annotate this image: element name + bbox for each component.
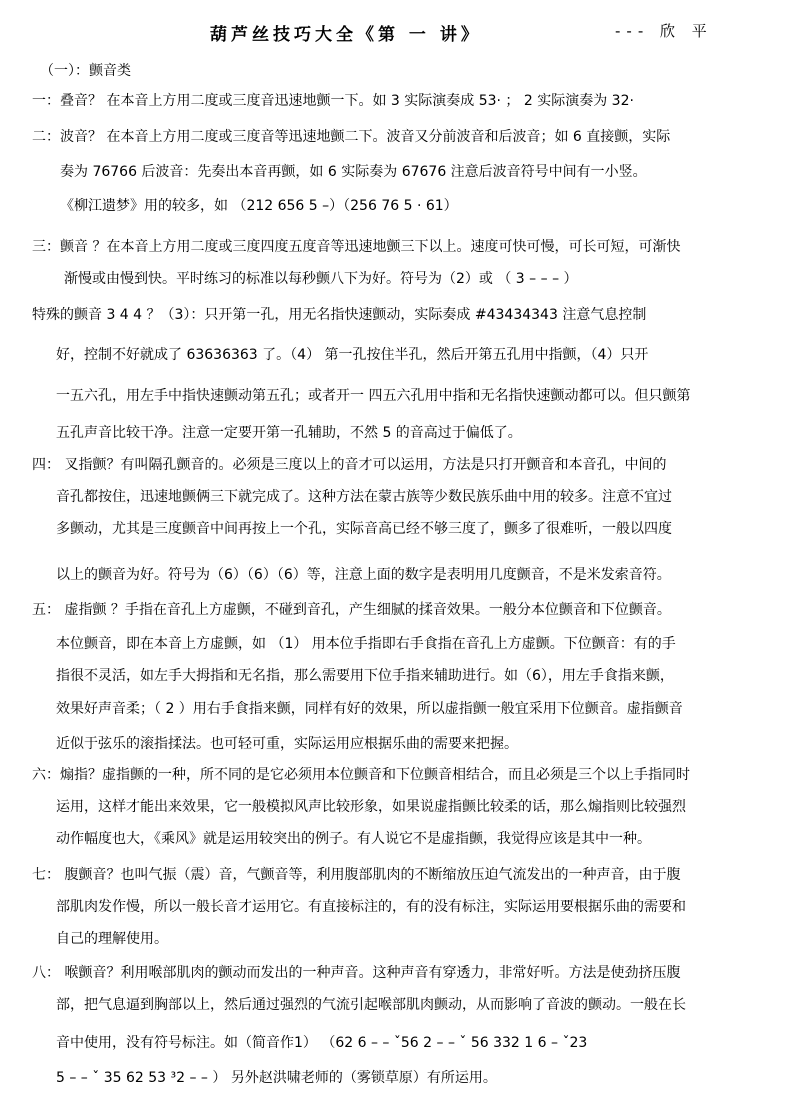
body-line: 奏为 76766 后波音：先奏出本音再颤，如 6 实际奏为 67676 注意后波音符号中间有一小竖。: [60, 164, 647, 180]
body-line: 好，控制不好就成了 63636363 了。（4） 第一孔按住半孔，然后开第五孔用中指颤，（4）只开: [56, 347, 649, 363]
body-line: 以上的颤音为好。符号为（6）（6）（6）等，注意上面的数字是表明用几度颤音，不是米发索音符。: [56, 567, 671, 583]
body-line: 音中使用，没有符号标注。如（简音作1） （62 6 – – ˇ56 2 – – ˇ 56 332 1 6 – ˇ23: [56, 1035, 588, 1051]
body-line: 一五六孔，用左手中指快速颤动第五孔；或者开一 四五六孔用中指和无名指快速颤动都可以。但只颤第: [56, 388, 691, 404]
section-heading: （一）：颤音类: [40, 63, 131, 79]
body-line: 自己的理解使用。: [56, 931, 168, 947]
body-line: 渐慢或由慢到快。平时练习的标准以每秒颤八下为好。符号为（2）或 （ 3 – – – ）: [64, 271, 578, 287]
title-row: [0, 20, 792, 46]
body-line: 近似于弦乐的滚指揉法。也可轻可重，实际运用应根据乐曲的需要来把握。: [56, 736, 518, 752]
body-line: 5 – – ˇ 35 62 53 ³2 – – ） 另外赵洪啸老师的（雾锁草原）有所运用。: [56, 1070, 497, 1086]
body-line: 一：叠音？ 在本音上方用二度或三度音迅速地颤一下。如 3 实际演奏成 53· ； 2 实际演奏为 32·: [32, 93, 634, 109]
body-line: 八： 喉颤音？利用喉部肌肉的颤动而发出的一种声音。这种声音有穿透力，非常好听。方法是使劲挤压腹: [32, 965, 681, 981]
author: --- 欣 平: [615, 22, 713, 40]
body-line: 五孔声音比较干净。注意一定要开第一孔辅助，不然 5 的音高过于偏低了。: [56, 425, 522, 441]
body-line: 部肌肉发作慢，所以一般长音才运用它。有直接标注的，有的没有标注，实际运用要根据乐曲的需要和: [56, 899, 686, 915]
body-line: 《柳江遗梦》用的较多，如 （212 656 5 –）（256 76 5 · 61）: [60, 198, 458, 214]
page-title: 葫芦丝技巧大全《第 一 讲》: [210, 25, 482, 45]
body-line: 运用，这样才能出来效果，它一般模拟风声比较形象，如果说虚指颤比较柔的话，那么煽指则比较强烈: [56, 799, 686, 815]
body-line: 特殊的颤音 3 4 4 ？（3）：只开第一孔，用无名指快速颤动，实际奏成 #43434343 注意气息控制: [32, 307, 647, 323]
body-line: 效果好声音柔；（ 2 ）用右手食指来颤，同样有好的效果，所以虚指颤一般宜采用下位颤音。虚指颤音: [56, 701, 683, 717]
body-line: 二：波音？ 在本音上方用二度或三度音等迅速地颤二下。波音又分前波音和后波音；如 6 直接颤，实际: [32, 129, 671, 145]
body-line: 本位颤音，即在本音上方虚颤，如 （1） 用本位手指即右手食指在音孔上方虚颤。下位颤音：有的手: [56, 636, 676, 652]
body-line: 四： 叉指颤？有叫隔孔颤音的。必须是三度以上的音才可以运用，方法是只打开颤音和本音孔，中间的: [32, 457, 667, 473]
body-line: 多颤动，尤其是三度颤音中间再按上一个孔，实际音高已经不够三度了，颤多了很难听，一般以四度: [56, 521, 672, 537]
body-line: 动作幅度也大，《乘风》就是运用较突出的例子。有人说它不是虚指颤，我觉得应该是其中一种。: [56, 831, 651, 847]
body-line: 六：煽指？虚指颤的一种，所不同的是它必须用本位颤音和下位颤音相结合，而且必须是三个以上手指同时: [32, 767, 690, 783]
body-line: 指很不灵活，如左手大拇指和无名指，那么需要用下位手指来辅助进行。如（6），用左手食指来颤，: [56, 668, 674, 684]
body-line: 三：颤音 ？在本音上方用二度或三度四度五度音等迅速地颤三下以上。速度可快可慢，可长可短，可渐快: [32, 239, 681, 255]
body-line: 七： 腹颤音？也叫气振（震）音，气颤音等，利用腹部肌肉的不断缩放压迫气流发出的一种声音，由于腹: [32, 867, 681, 883]
body-line: 音孔都按住，迅速地颤俩三下就完成了。这种方法在蒙古族等少数民族乐曲中用的较多。注意不宜过: [56, 489, 672, 505]
body-line: 五： 虚指颤 ？手指在音孔上方虚颤，不碰到音孔，产生细腻的揉音效果。一般分本位颤音和下位颤音。: [32, 602, 671, 618]
body-line: 部，把气息逼到胸部以上，然后通过强烈的气流引起喉部肌肉颤动，从而影响了音波的颤动。一般在长: [56, 997, 686, 1013]
